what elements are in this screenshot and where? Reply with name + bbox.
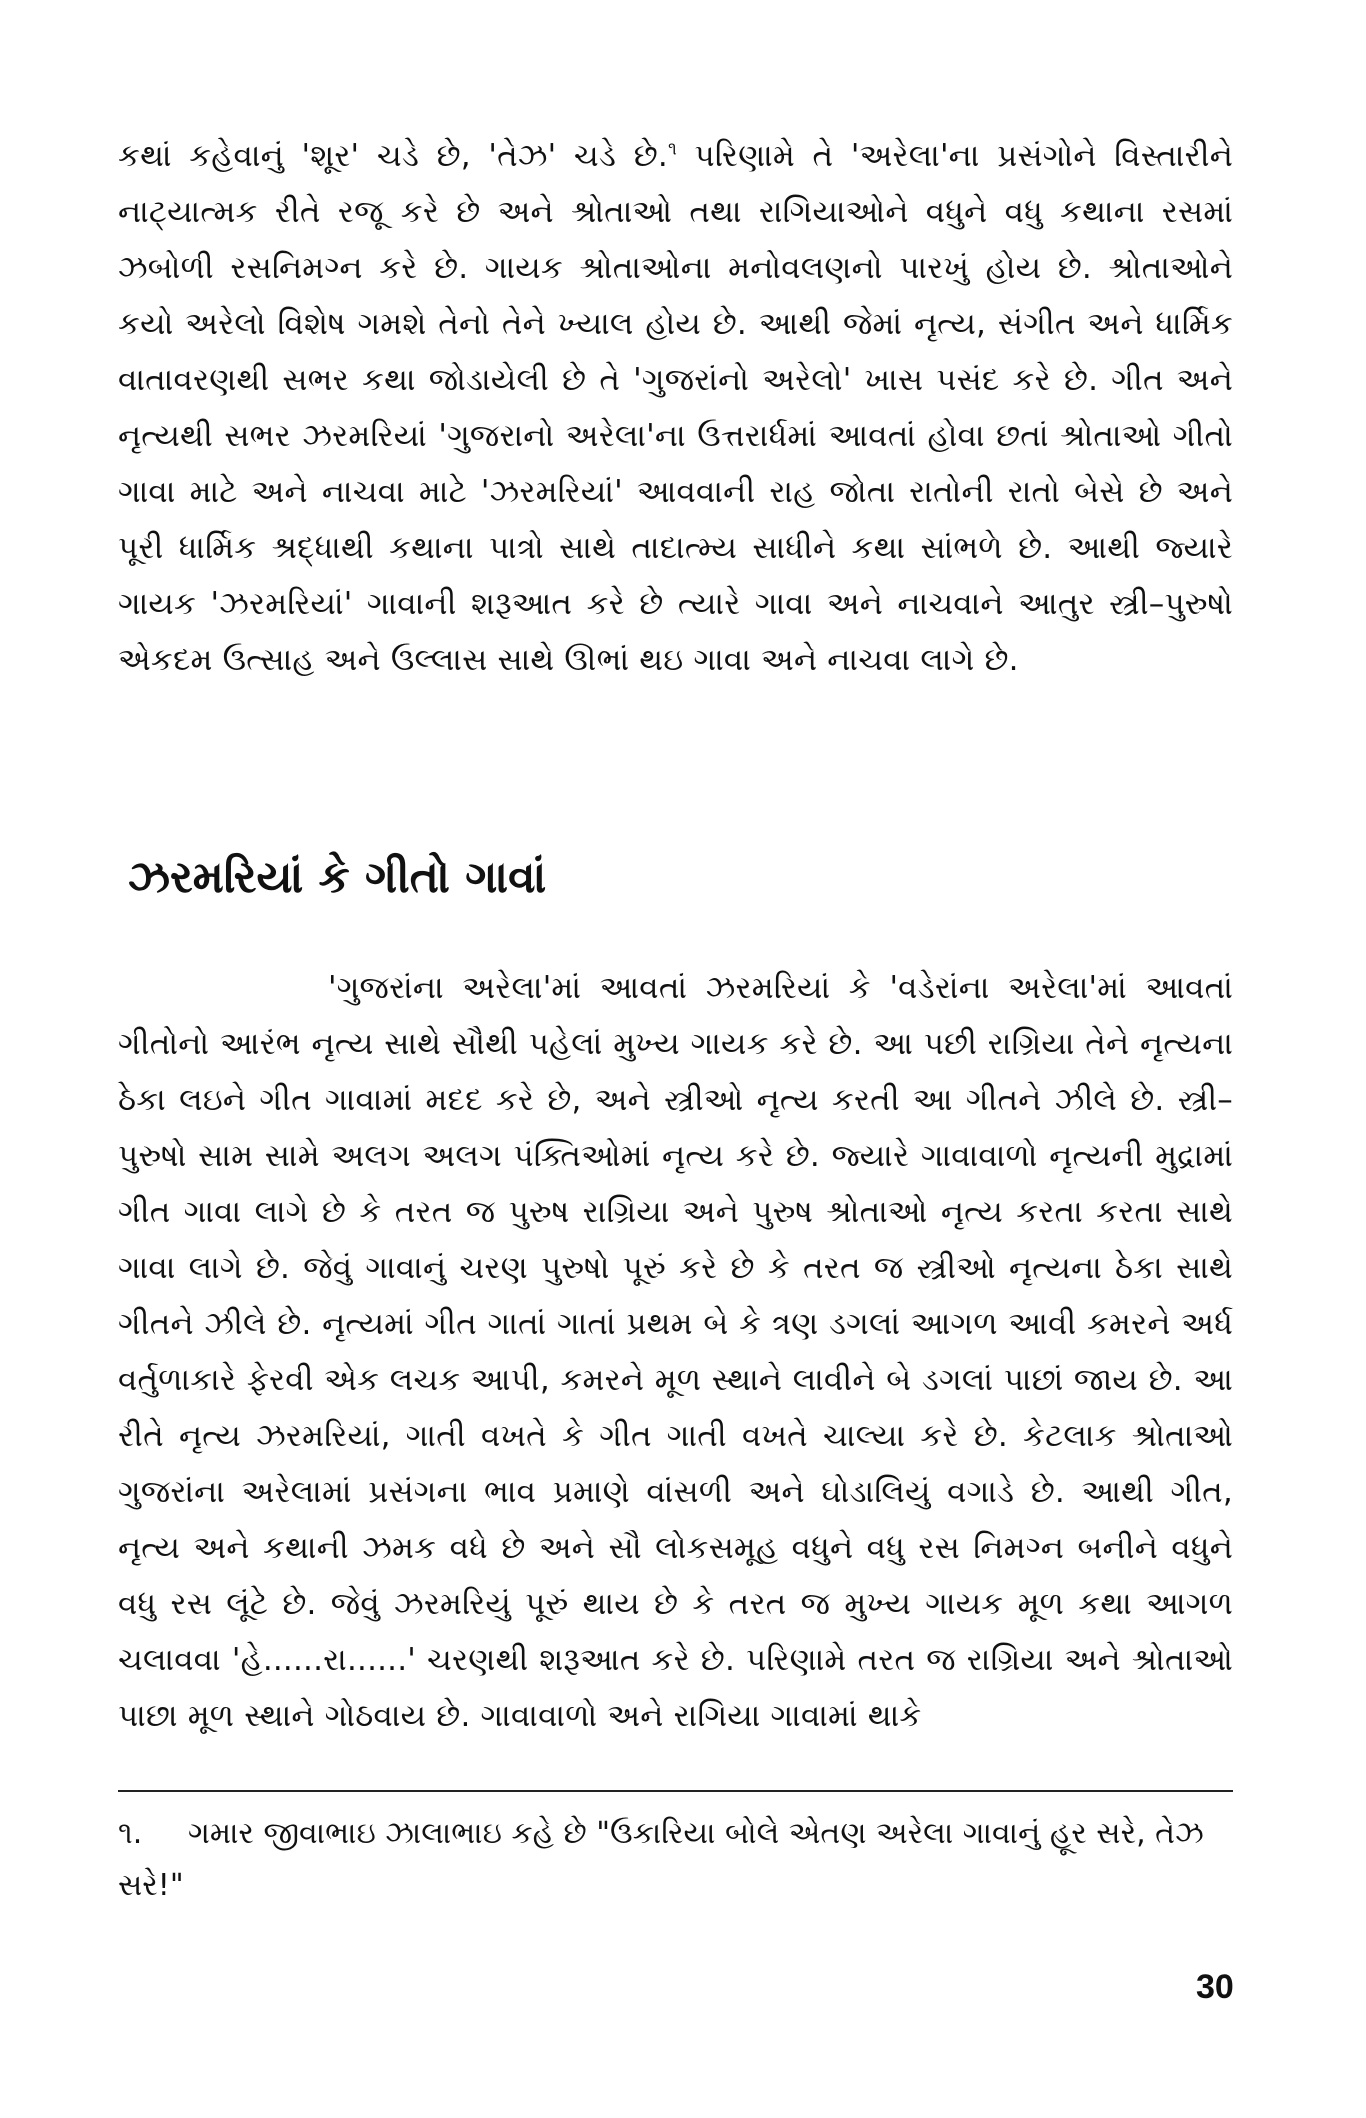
footnote-reference-1: ૧ [667,138,677,160]
paragraph-1-opening: કથાં કહેવાનું 'શૂર' ચડે છે, 'તેઝ' ચડે છે. [118,138,668,174]
footnote [118,1808,1233,1912]
paragraph-1-body: પરિણામે તે 'અરેલા'ના પ્રસંગોને વિસ્તારીને નાટ્યાત્મક રીતે રજૂ કરે છે અને શ્રોતાઓ તથા રાગિયાઓને વધુને વધુ કથાના રસમાં ઝબોળી રસનિમગ્ન કરે છે. ગાયક શ્રોતાઓના મનોવલણનો પારખું હોય છે. શ્રોતાઓને કયો અરેલો વિશેષ ગમશે તેનો તેને ખ્યાલ હોય છે. આથી જેમાં નૃત્ય, સંગીત અને ધાર્મિક વાતાવરણથી સભર કથા જોડાયેલી છે તે 'ગુજરાંનો અરેલો' ખાસ પસંદ કરે છે. ગીત અને નૃત્યથી સભર ઝરમરિયાં 'ગુજરાનો અરેલા'ના ઉત્તરાર્ધમાં આવતાં હોવા છતાં શ્રોતાઓ ગીતો ગાવા માટે અને નાચવા માટે 'ઝરમરિયાં' આવવાની રાહ જોતા રાતોની રાતો બેસે છે અને પૂરી ધાર્મિક શ્રદ્ધાથી કથાના પાત્રો સાથે તાદાત્મ્ય સાધીને કથા સાંભળે છે. આથી જ્યારે ગાયક 'ઝરમરિયાં' ગાવાની શરૂઆત કરે છે ત્યારે ગાવા અને નાચવાને આતુર સ્ત્રી–પુરુષો એકદમ ઉત્સાહ અને ઉલ્લાસ સાથે ઊભાં થઇ ગાવા અને નાચવા લાગે છે. [118,138,1233,678]
footnote-divider [118,1790,1233,1792]
body-paragraph-2: 'ગુજરાંના અરેલા'માં આવતાં ઝરમરિયાં કે 'વડેરાંના અરેલા'માં આવતાં ગીતોનો આરંભ નૃત્ય સાથે સૌથી પહેલાં મુખ્ય ગાયક કરે છે. આ પછી રાગ્રિયા તેને નૃત્યના ઠેકા લઇને ગીત ગાવામાં મદદ કરે છે, અને સ્ત્રીઓ નૃત્ય કરતી આ ગીતને ઝીલે છે. સ્ત્રી–પુરુષો સામ સામે અલગ અલગ પંક્તિઓમાં નૃત્ય કરે છે. જ્યારે ગાવાવાળો નૃત્યની મુદ્રામાં ગીત ગાવા લાગે છે કે તરત જ પુરુષ રાગ્રિયા અને પુરુષ શ્રોતાઓ નૃત્ય કરતા કરતા સાથે ગાવા લાગે છે. જેવું ગાવાનું ચરણ પુરુષો પૂરું કરે છે કે તરત જ સ્ત્રીઓ નૃત્યના ઠેકા સાથે ગીતને ઝીલે છે. નૃત્યમાં ગીત ગાતાં ગાતાં પ્રથમ બે કે ત્રણ ડગલાં આગળ આવી કમરને અર્ધ વર્તુળાકારે ફેરવી એક લચક આપી, કમરને મૂળ સ્થાને લાવીને બે ડગલાં પાછાં જાય છે. આ રીતે નૃત્ય ઝરમરિયાં, ગાતી વખતે કે ગીત ગાતી વખતે ચાલ્યા કરે છે. કેટલાક શ્રોતાઓ ગુજરાંના અરેલામાં પ્રસંગના ભાવ પ્રમાણે વાંસળી અને ઘોડાલિયું વગાડે છે. આથી ગીત, નૃત્ય અને કથાની ઝમક વધે છે અને સૌ લોકસમૂહ વધુને વધુ રસ નિમગ્ન બનીને વધુને વધુ રસ લૂંટે છે. જેવું ઝરમરિયું પૂરું થાય છે કે તરત જ મુખ્ય ગાયક મૂળ કથા આગળ ચલાવવા 'હે......રા......' ચરણથી શરૂઆત કરે છે. પરિણામે તરત જ રાગ્રિયા અને શ્રોતાઓ પાછા મૂળ સ્થાને ગોઠવાય છે. ગાવાવાળો અને રાગિયા ગાવામાં થાકે [118,970,1233,1734]
body-paragraph-1 [118,128,1233,688]
footnote-number: ૧. [118,1816,143,1851]
page-number: 30 [1196,1968,1234,2006]
footnote-text: ગમાર જીવાભાઇ ઝાલાભાઇ કહે છે "ઉકારિયા બોલે એતણ અરેલા ગાવાનું હૂર સરે, તેઝ સરે!" [118,1816,1204,1903]
section-heading: ઝરમરિયાં કે ગીતો ગાવાં [128,852,547,903]
